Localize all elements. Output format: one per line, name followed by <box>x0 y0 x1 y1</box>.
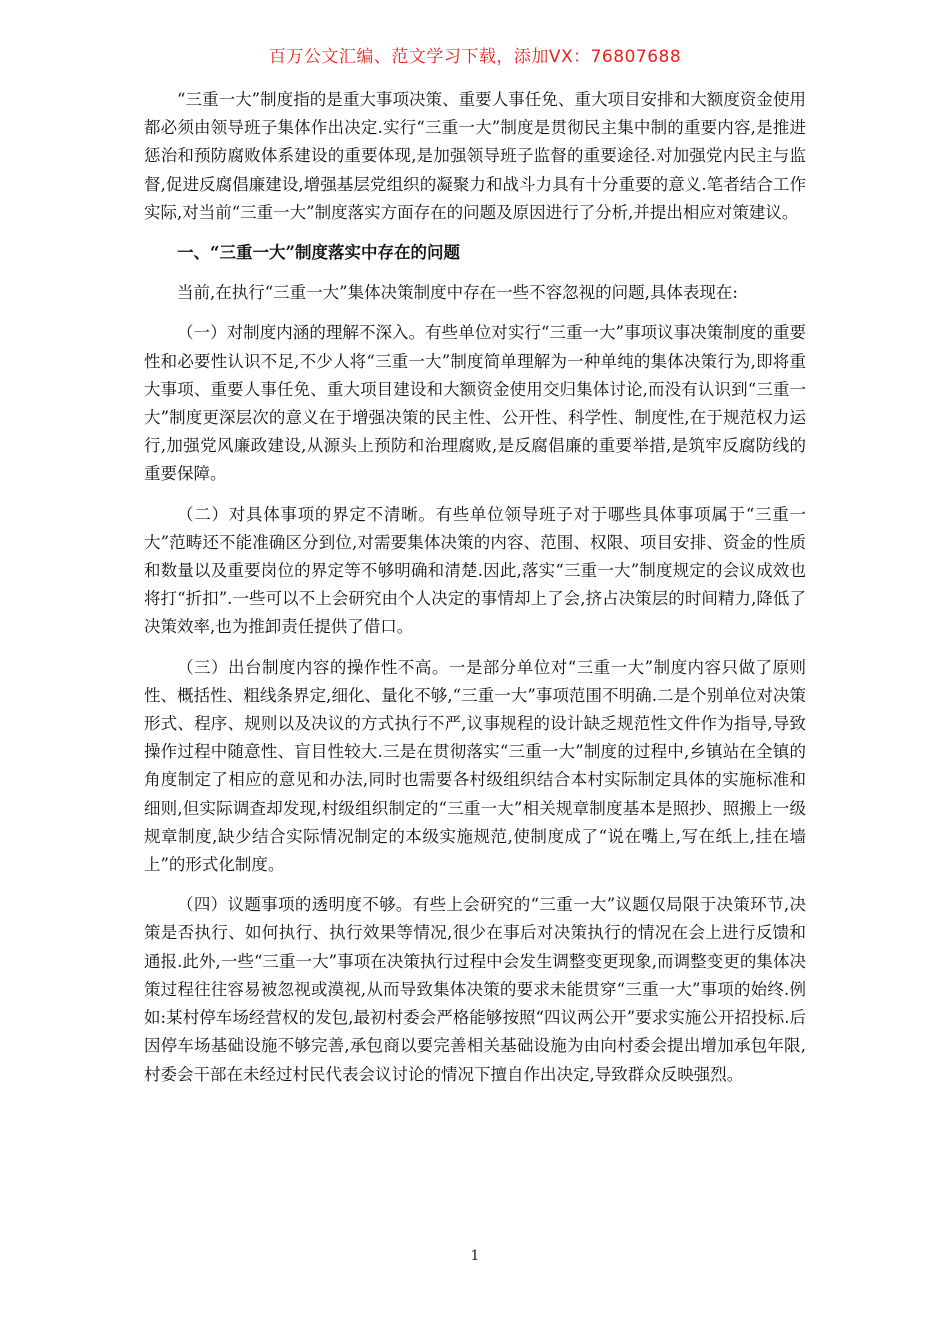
issue-paragraph-2: （二）对具体事项的界定不清晰。有些单位领导班子对于哪些具体事项属于“三重一大”范畴还不能准确区分到位,对需要集体决策的内容、范围、权限、项目安排、资金的性质和数量以及重要岗位的界定等不够明确和清楚.因此,落实“三重一大”制度规定的会议成效也将打“折扣”.一些可以不上会研究由个人决定的事情却上了会,挤占决策层的时间精力,降低了决策效率,也为推卸责任提供了借口。 <box>144 504 806 637</box>
issue-paragraph-4: （四）议题事项的透明度不够。有些上会研究的“三重一大”议题仅局限于决策环节,决策是否执行、如何执行、执行效果等情况,很少在事后对决策执行的情况在会上进行反馈和通报.此外,一些“三重一大”事项在决策执行过程中会发生调整变更现象,而调整变更的集体决策过程往往容易被忽视或漠视,从而导致集体决策的要求未能贯穿“三重一大”事项的始终.例如:某村停车场经营权的发包,最初村委会严格能够按照“四议两公开”要求实施公开招投标.后因停车场基础设施不够完善,承包商以要完善相关基础设施为由向村委会提出增加承包年限,村委会干部在未经过村民代表会议讨论的情况下擅自作出决定,导致群众反映强烈。 <box>144 895 806 1084</box>
header-banner: 百万公文汇编、范文学习下载，添加VX：76807688 <box>268 47 682 67</box>
section-intro-paragraph: 当前,在执行“三重一大”集体决策制度中存在一些不容忽视的问题,具体表现在: <box>177 283 738 303</box>
page-number: 1 <box>470 1248 480 1264</box>
document-body <box>144 86 806 1101</box>
issue-paragraph-1: （一）对制度内涵的理解不深入。有些单位对实行“三重一大”事项议事决策制度的重要性和必要性认识不足,不少人将“三重一大”制度简单理解为一种单纯的集体决策行为,即将重大事项、重要人事任免、重大项目建设和大额资金使用交归集体讨论,而没有认识到“三重一大”制度更深层次的意义在于增强决策的民主性、公开性、科学性、制度性,在于规范权力运行,加强党风廉政建设,从源头上预防和治理腐败,是反腐倡廉的重要举措,是筑牢反腐防线的重要保障。 <box>144 323 806 484</box>
issue-paragraph-3: （三）出台制度内容的操作性不高。一是部分单位对“三重一大”制度内容只做了原则性、概括性、粗线条界定,细化、量化不够,“三重一大”事项范围不明确.二是个别单位对决策形式、程序、规则以及决议的方式执行不严,议事规程的设计缺乏规范性文件作为指导,导致操作过程中随意性、盲目性较大.三是在贯彻落实“三重一大”制度的过程中,乡镇站在全镇的角度制定了相应的意见和办法,同时也需要各村级组织结合本村实际制定具体的实施标准和细则,但实际调查却发现,村级组织制定的“三重一大”相关规章制度基本是照抄、照搬上一级规章制度,缺少结合实际情况制定的本级实施规范,使制度成了“说在嘴上,写在纸上,挂在墙上”的形式化制度。 <box>144 657 806 875</box>
intro-paragraph: “三重一大”制度指的是重大事项决策、重要人事任免、重大项目安排和大额度资金使用都必须由领导班子集体作出决定.实行“三重一大”制度是贯彻民主集中制的重要内容,是推进惩治和预防腐败体系建设的重要体现,是加强领导班子监督的重要途径.对加强党内民主与监督,促进反腐倡廉建设,增强基层党组织的凝聚力和战斗力具有十分重要的意义.笔者结合工作实际,对当前“三重一大”制度落实方面存在的问题及原因进行了分析,并提出相应对策建议。 <box>144 90 806 222</box>
section-heading: 一、“三重一大”制度落实中存在的问题 <box>177 243 460 263</box>
